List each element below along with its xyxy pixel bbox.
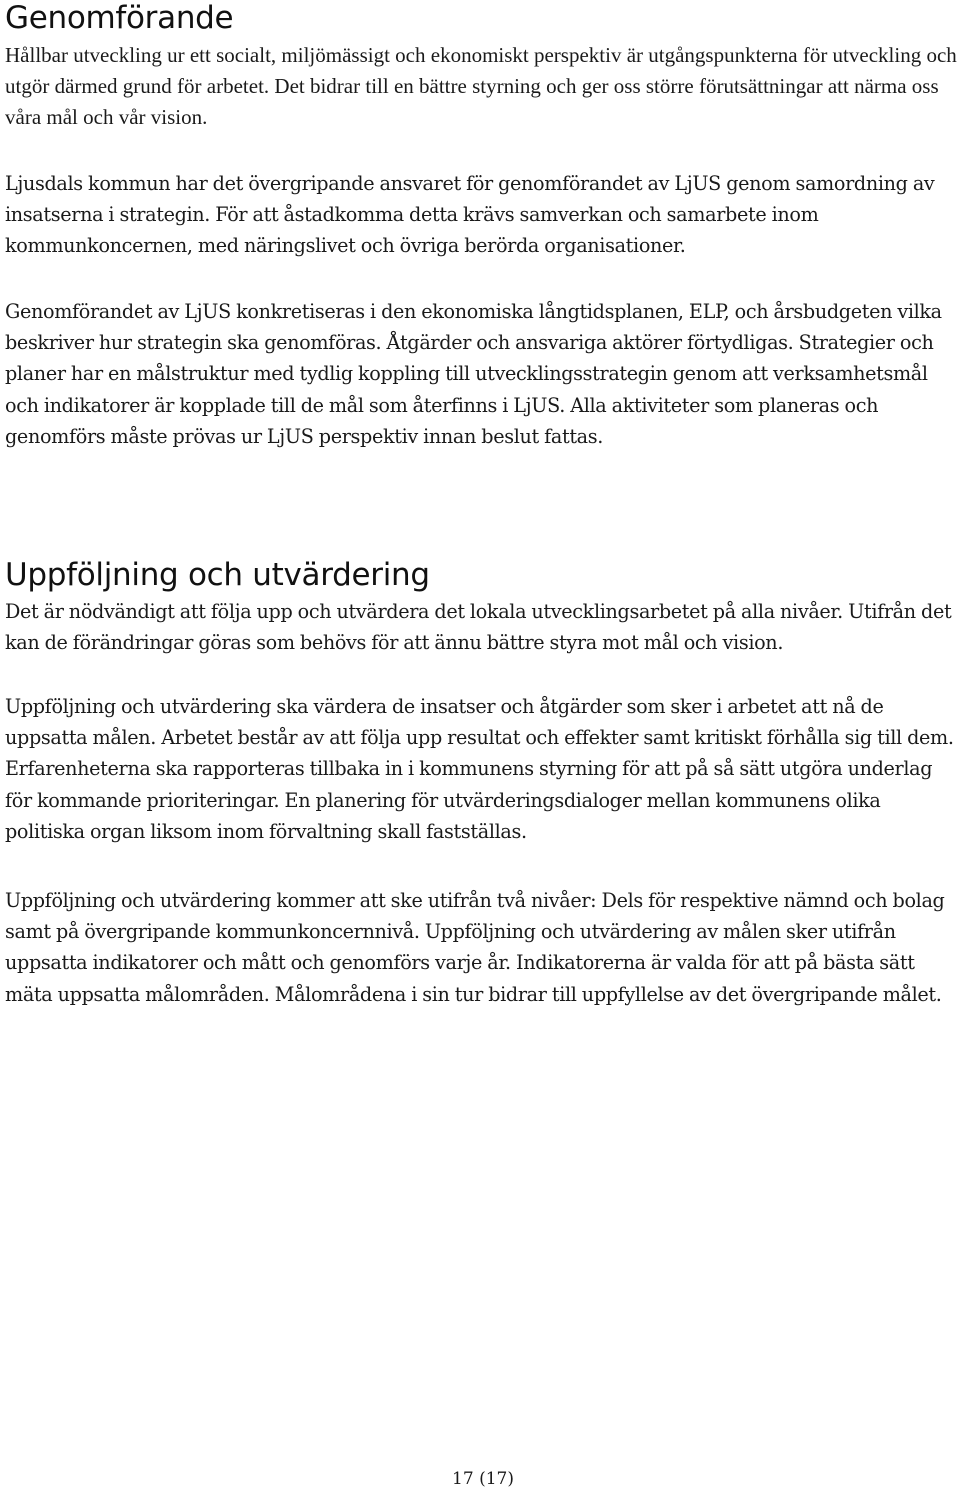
paragraph: Uppföljning och utvärdering ska värdera de insatser och åtgärder som sker i arbetet att nå de uppsatta målen. Arbetet består av att följa upp resultat och effekter samt kritiskt förhålla sig till dem. Erfarenheterna ska rapporteras tillbaka in i kommunens styrning för att på så sätt utgöra underlag för kommande prioriteringar. En planering för utvärderingsdialoger mellan kommunens olika politiska organ liksom inom förvaltning skall fastställas. bbox=[5, 695, 954, 843]
page-footer bbox=[0, 1468, 960, 1490]
paragraph: Genomförandet av LjUS konkretiseras i den ekonomiska långtidsplanen, ELP, och årsbudgeten vilka beskriver hur strategin ska genomföras. Åtgärder och ansvariga aktörer förtydligas. Strategier och planer har en målstruktur med tydlig koppling till utvecklingsstrategin genom att verksamhetsmål och indikatorer är kopplade till de mål som återfinns i LjUS. Alla aktiviteter som planeras och genomförs måste prövas ur LjUS perspektiv innan beslut fattas. bbox=[5, 300, 942, 448]
paragraph: Det är nödvändigt att följa upp och utvärdera det lokala utvecklingsarbetet på alla nivåer. Utifrån det kan de förändringar göras som behövs för att ännu bättre styra mot mål och vision. bbox=[5, 600, 952, 655]
paragraph: Uppföljning och utvärdering kommer att ske utifrån två nivåer: Dels för respektive nämnd och bolag samt på övergripande kommunkoncernnivå. Uppföljning och utvärdering av målen sker utifrån uppsatta indikatorer och mått och genomförs varje år. Indikatorerna är valda för att på bästa sätt mäta uppsatta målområden. Målområdena i sin tur bidrar till uppfyllelse av det övergripande målet. bbox=[5, 889, 945, 1006]
section-heading-uppfoljning: Uppföljning och utvärdering bbox=[5, 557, 430, 593]
section-heading-genomforande: Genomförande bbox=[5, 0, 234, 36]
paragraph: Hållbar utveckling ur ett socialt, miljömässigt och ekonomiskt perspektiv är utgångspunkterna för utveckling och utgör därmed grund för arbetet. Det bidrar till en bättre styrning och ger oss större förutsättningar att närma oss våra mål och vår vision. bbox=[5, 43, 957, 130]
page-number: 17 (17) bbox=[452, 1469, 514, 1489]
paragraph: Ljusdals kommun har det övergripande ansvaret för genomförandet av LjUS genom samordning av insatserna i strategin. För att åstadkomma detta krävs samverkan och samarbete inom kommunkoncernen, med näringslivet och övriga berörda organisationer. bbox=[5, 172, 935, 258]
